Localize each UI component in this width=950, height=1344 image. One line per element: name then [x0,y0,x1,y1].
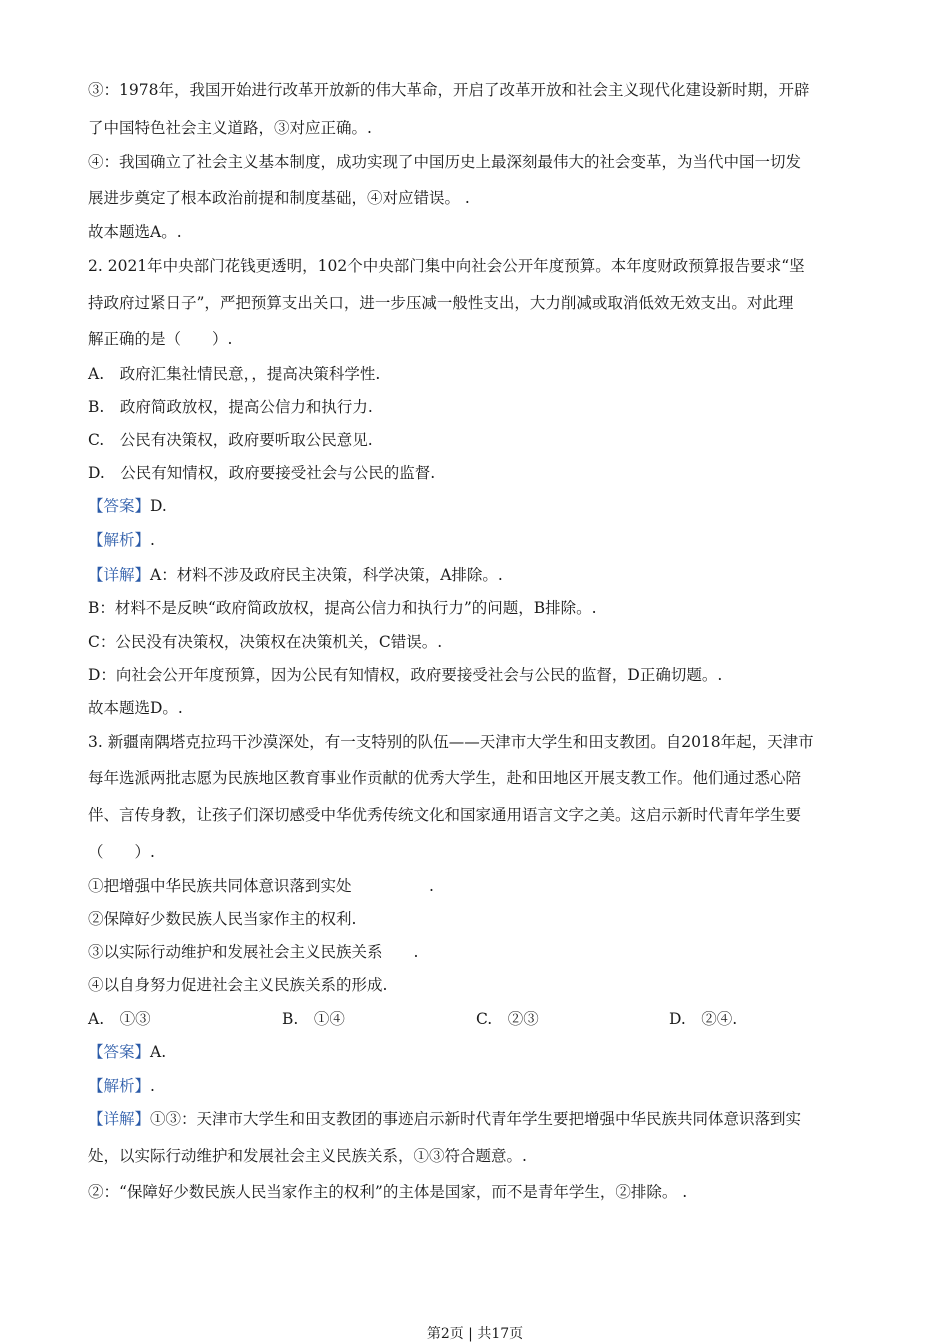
q3-answer: 【答案】A. [88,1043,167,1061]
q3-option-c: C. ②③ [476,1010,539,1028]
answer-tag: 【答案】 [88,497,151,515]
text-line: B：材料不是反映“政府简政放权，提高公信力和执行力”的问题，B排除。. [88,599,597,617]
text-line: ④：我国确立了社会主义基本制度，成功实现了中国历史上最深刻最伟大的社会变革，为当代中国一切发 [88,153,802,171]
text-line: ②：“保障好少数民族人民当家作主的权利”的主体是国家，而不是青年学生，②排除。 . [88,1183,688,1201]
q2-answer: 【答案】D. [88,497,167,515]
q3-detail: 【详解】①③：天津市大学生和田支教团的事迹启示新时代青年学生要把增强中华民族共同体意识落到实 [88,1110,802,1128]
q2-detail: 【详解】A：材料不涉及政府民主决策，科学决策，A排除。. [88,566,503,584]
analysis-tag: 【解析】 [88,531,151,549]
q3-analysis: 【解析】. [88,1077,155,1095]
q2-option-b: B. 政府简政放权，提高公信力和执行力. [88,398,373,416]
text-line: 解正确的是（ ）. [88,330,233,348]
text-line: ③：1978年，我国开始进行改革开放新的伟大革命，开启了改革开放和社会主义现代化建设新时期，开辟 [88,81,810,99]
detail-tag: 【详解】 [88,566,151,584]
q3-option-a: A. ①③ [88,1010,151,1028]
q3-statement-2: ②保障好少数民族人民当家作主的权利. [88,910,357,928]
text-line: 故本题选D。. [88,699,183,717]
text-line: 展进步奠定了根本政治前提和制度基础，④对应错误。 . [88,189,470,207]
text-line: 每年选派两批志愿为民族地区教育事业作贡献的优秀大学生，赴和田地区开展支教工作。他们通过悉心陪 [88,769,802,787]
answer-tag: 【答案】 [88,1043,151,1061]
page-footer: 第2页 | 共17页 [426,1326,524,1342]
text-line: 故本题选A。. [88,223,182,241]
q2-option-c: C. 公民有决策权，政府要听取公民意见. [88,431,373,449]
text-line: 持政府过紧日子”，严把预算支出关口，进一步压减一般性支出，大力削减或取消低效无效支出。对此理 [88,294,794,312]
text-line: 了中国特色社会主义道路，③对应正确。. [88,119,372,137]
question-2-stem: 2. 2021年中央部门花钱更透明，102个中央部门集中向社会公开年度预算。本年度财政预算报告要求“坚 [88,257,805,275]
analysis-tag: 【解析】 [88,1077,151,1095]
q3-option-b: B. ①④ [282,1010,345,1028]
text-line: （ ）. [88,843,155,861]
question-3-stem: 3. 新疆南隅塔克拉玛干沙漠深处，有一支特别的队伍——天津市大学生和田支教团。自2018年起，天津市 [88,733,814,751]
q2-option-a: A. 政府汇集社情民意，，提高决策科学性. [88,365,381,383]
q2-option-d: D. 公民有知情权，政府要接受社会与公民的监督. [88,464,436,482]
text-line: D：向社会公开年度预算，因为公民有知情权，政府要接受社会与公民的监督，D正确切题。. [88,666,723,684]
detail-tag: 【详解】 [88,1110,151,1128]
q3-statement-1: ①把增强中华民族共同体意识落到实处 . [88,877,434,895]
text-line: 处，以实际行动维护和发展社会主义民族关系，①③符合题意。. [88,1147,527,1165]
q3-statement-4: ④以自身努力促进社会主义民族关系的形成. [88,976,388,994]
text-line: C：公民没有决策权，决策权在决策机关，C错误。. [88,633,443,651]
text-line: 伴、言传身教，让孩子们深切感受中华优秀传统文化和国家通用语言文字之美。这启示新时代青年学生要 [88,806,802,824]
q3-statement-3: ③以实际行动维护和发展社会主义民族关系 . [88,943,419,961]
q3-option-d: D. ②④. [669,1010,738,1028]
q2-analysis: 【解析】. [88,531,155,549]
